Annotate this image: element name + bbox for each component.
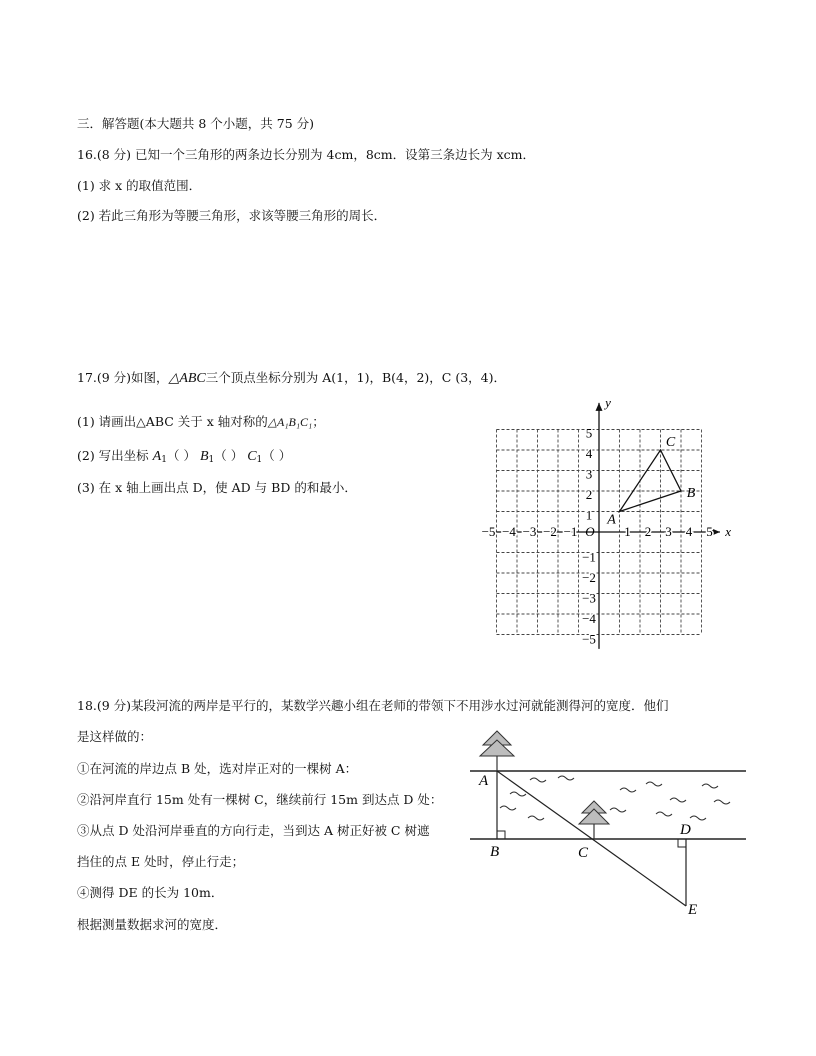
q17-c1-blank[interactable]: （ ） bbox=[262, 448, 292, 463]
q18-line1: 18.(9 分)某段河流的两岸是平行的，某数学兴趣小组在老师的带领下不用涉水过河就能测得河的宽度．他们 bbox=[77, 698, 669, 713]
q18-line2: 是这样做的： bbox=[77, 729, 153, 744]
q17-stem bbox=[77, 370, 506, 387]
q17-part1-post: ； bbox=[312, 414, 325, 429]
q18-step3b: 挡住的点 E 处时，停止行走； bbox=[77, 854, 245, 869]
label-e: E bbox=[688, 902, 698, 918]
origin-label: O bbox=[585, 524, 595, 539]
q17-c1-sub: 1 bbox=[256, 455, 263, 465]
q17-b1-blank[interactable]: （ ） bbox=[214, 448, 244, 463]
q16-part2: (2) 若此三角形为等腰三角形，求该等腰三角形的周长． bbox=[77, 208, 387, 223]
q17-part1-symbol: △A₁B₁C₁ bbox=[267, 415, 313, 429]
y-tick-label: −5 bbox=[582, 631, 596, 647]
triangle-abc bbox=[620, 450, 682, 512]
x-tick-label: 3 bbox=[665, 524, 672, 539]
q17-a1-sub: 1 bbox=[161, 455, 167, 465]
q17-b1-sub: 1 bbox=[208, 455, 215, 465]
x-tick-label: −4 bbox=[502, 524, 516, 539]
x-tick-label: 4 bbox=[685, 524, 693, 539]
q18-step2: ②沿河岸直行 15m 处有一棵树 C，继续前行 15m 到达点 D 处： bbox=[77, 792, 443, 807]
label-d: D bbox=[680, 822, 691, 838]
q16-part1: (1) 求 x 的取值范围． bbox=[77, 178, 202, 193]
x-axis-label: x bbox=[725, 524, 732, 539]
q18-step3a: ③从点 D 处沿河岸垂直的方向行走，当到达 A 树正好被 C 树遮 bbox=[77, 823, 430, 838]
x-tick-label: −3 bbox=[522, 524, 537, 539]
y-tick-label: 3 bbox=[585, 466, 593, 482]
y-tick-label: −3 bbox=[582, 590, 596, 606]
q17-part1-pre: (1) 请画出△ABC 关于 x 轴对称的 bbox=[77, 414, 268, 429]
q18-ask: 根据测量数据求河的宽度． bbox=[77, 917, 228, 932]
tree-a-icon bbox=[480, 731, 514, 771]
q17-stem-pre: 17.(9 分)如图， bbox=[77, 370, 169, 385]
y-tick-label: −1 bbox=[582, 549, 596, 565]
x-tick-label: 5 bbox=[706, 524, 713, 539]
river-figure bbox=[470, 728, 750, 918]
x-tick-label: 1 bbox=[624, 524, 631, 539]
q16-stem: 16.(8 分) 已知一个三角形的两条边长分别为 4cm，8cm．设第三条边长为 xcm． bbox=[77, 147, 535, 162]
y-axis-label: y bbox=[605, 398, 611, 410]
y-tick-label: 2 bbox=[585, 487, 593, 502]
point-label-c: C bbox=[665, 435, 676, 450]
q17-stem-post: 三个顶点坐标分别为 A(1，1)，B(4，2)，C (3，4)． bbox=[205, 370, 506, 385]
point-label-a: A bbox=[607, 512, 616, 528]
x-tick-label: −1 bbox=[563, 524, 578, 539]
coordinate-grid-figure bbox=[455, 398, 745, 668]
q17-part1 bbox=[77, 414, 325, 430]
y-tick-label: 4 bbox=[585, 446, 593, 461]
y-tick-label: −2 bbox=[582, 570, 596, 585]
y-tick-label: 5 bbox=[585, 425, 593, 441]
x-tick-label: 2 bbox=[644, 524, 652, 539]
q18-step4: ④测得 DE 的长为 10m． bbox=[77, 885, 224, 900]
y-tick-label: −4 bbox=[582, 611, 596, 626]
label-a: A bbox=[479, 773, 489, 789]
q17-b1-letter: B bbox=[199, 449, 209, 464]
y-axis-arrow-icon bbox=[596, 403, 603, 411]
x-tick-label: −2 bbox=[543, 524, 557, 539]
q17-part2 bbox=[77, 448, 291, 468]
y-tick-label: 1 bbox=[585, 507, 593, 523]
label-b: B bbox=[490, 844, 500, 860]
section-title: 三．解答题(本大题共 8 个小题，共 75 分) bbox=[77, 116, 315, 131]
label-c: C bbox=[578, 845, 589, 861]
q17-a1-blank[interactable]: （ ） bbox=[166, 448, 196, 463]
x-axis-arrow-icon bbox=[712, 529, 720, 536]
q17-c1-letter: C bbox=[247, 449, 257, 464]
point-label-b: B bbox=[686, 486, 696, 501]
q18-step1: ①在河流的岸边点 B 处，选对岸正对的一棵树 A： bbox=[77, 761, 358, 776]
q17-stem-symbol: △ABC bbox=[168, 371, 206, 386]
q17-part2-pre: (2) 写出坐标 bbox=[77, 448, 149, 463]
q17-part3: (3) 在 x 轴上画出点 D，使 AD 与 BD 的和最小． bbox=[77, 480, 357, 495]
x-tick-label: −5 bbox=[481, 524, 496, 539]
q17-a1-letter: A bbox=[152, 449, 162, 464]
